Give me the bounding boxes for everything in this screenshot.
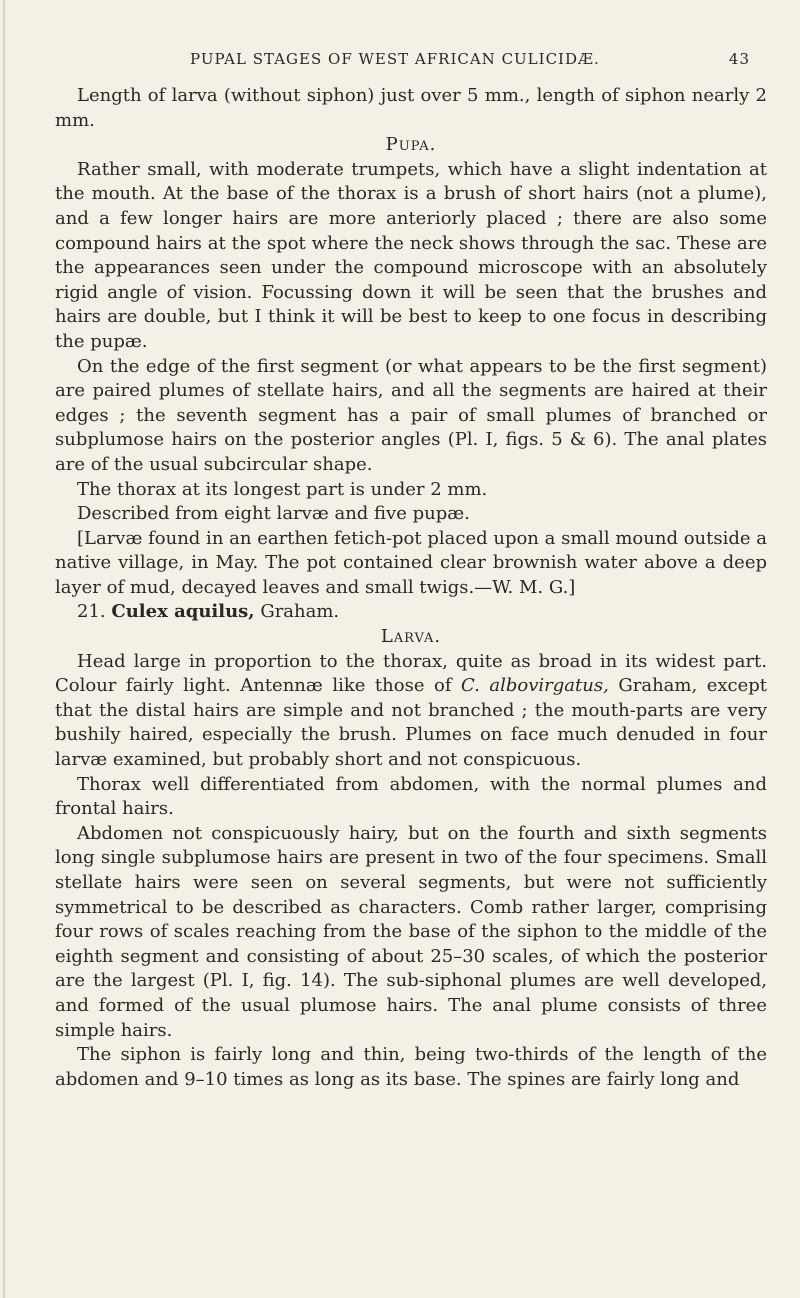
paragraph-described-from: Described from eight larvæ and five pupæ.	[77, 503, 470, 525]
paragraph-head-part-b: Graham, except that the distal hairs are simple and not branched ; the mouth-parts are very bushily haired, especially the brush. Plumes on face much denuded in four larvæ examined, but probably short and not conspicuous.	[55, 675, 768, 771]
species-author: Graham.	[260, 601, 340, 623]
paragraph-larva-length: Length of larva (without siphon) just over 5 mm., length of siphon nearly 2 mm.	[55, 85, 767, 131]
paragraph-siphon: The siphon is fairly long and thin, being two-thirds of the length of the abdomen and 9–10 times as long as its base. The spines are fairly long and	[55, 1044, 767, 1090]
running-title: PUPAL STAGES OF WEST AFRICAN CULICIDÆ.	[190, 50, 600, 68]
species-reference-italic: C. albovirgatus,	[461, 675, 609, 697]
heading-pupa: Pupa.	[385, 134, 437, 156]
paragraph-thorax-length: The thorax at its longest part is under 2 mm.	[77, 478, 488, 500]
paragraph-pupa-description: Rather small, with moderate trumpets, which have a slight indentation at the mouth. At the base of the thorax is a brush of short hairs (not a plume), and a few longer hairs are more anteriorly placed ; there are also some compound hairs at the spot where the neck shows through the sac. These are the appearances seen under the compound microscope with an absolutely rigid angle of vision. Focussing down it will be seen that the brushes and hairs are double, but I think it will be best to keep to one focus in describing the pupæ.	[55, 158, 767, 352]
species-name: Culex aquilus,	[111, 601, 255, 623]
page-gutter-shadow	[3, 0, 5, 1298]
paragraph-field-note: [Larvæ found in an earthen fetich-pot placed upon a small mound outside a native village, in May. The pot contained clear brownish water above a deep layer of mud, decayed leaves and small twigs.—W. M. G.]	[55, 527, 767, 598]
paragraph-thorax: Thorax well differentiated from abdomen, with the normal plumes and frontal hairs.	[55, 773, 767, 820]
species-number: 21.	[77, 601, 106, 623]
page-number: 43	[728, 50, 750, 68]
paragraph-abdomen: Abdomen not conspicuously hairy, but on the fourth and sixth segments long single subplumose hairs are present in two of the four specimens. Small stellate hairs were seen on several segments, but were not sufficiently symmetrical to be described as characters. Comb rather larger, comprising four rows of scales reaching from the base of the siphon to the middle of the eighth segment and consisting of about 25–30 scales, of which the posterior are the largest (Pl. I, fig. 14). The sub-siphonal plumes are well developed, and formed of the usual plumose hairs. The anal plume consists of three simple hairs.	[55, 822, 767, 1041]
paragraph-head	[55, 650, 767, 773]
heading-larva: Larva.	[380, 626, 442, 648]
body-text	[55, 84, 767, 1092]
paragraph-head-part-a: Head large in proportion to the thorax, quite as broad in its widest part. Colour fairly light. Antennæ like those of	[55, 650, 767, 697]
paragraph-segments: On the edge of the first segment (or what appears to be the first segment) are paired plumes of stellate hairs, and all the segments are haired at their edges ; the seventh segment has a pair of small plumes of branched or subplumose hairs on the posterior angles (Pl. I, figs. 5 & 6). The anal plates are of the usual subcircular shape.	[55, 355, 767, 475]
species-heading	[55, 600, 767, 625]
